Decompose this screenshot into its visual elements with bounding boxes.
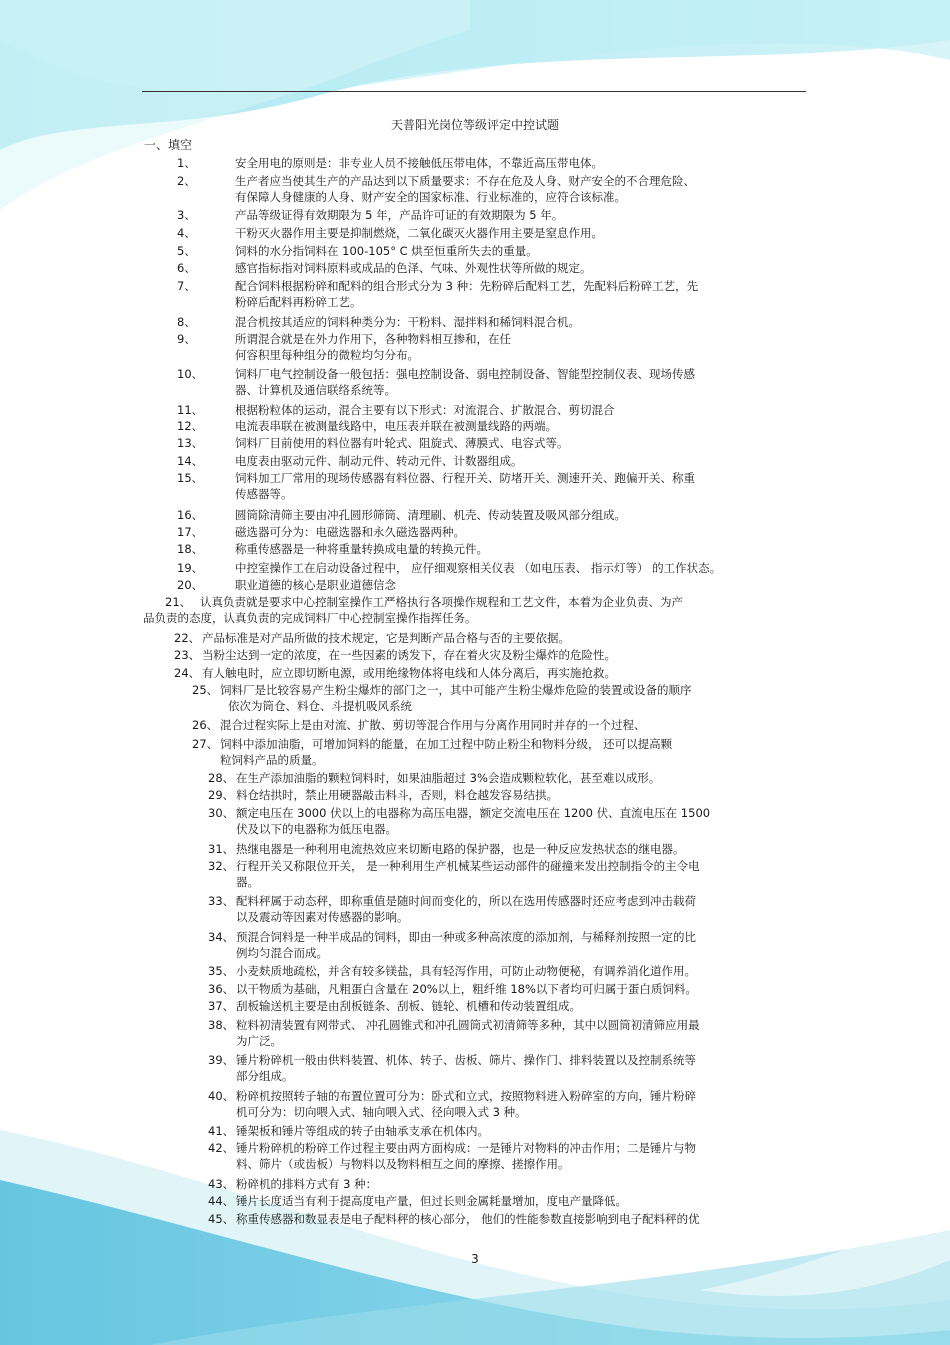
- question-number: 7、: [177, 279, 196, 293]
- question-number: 45、: [208, 1212, 235, 1226]
- question-text: 电流表串联在被测量线路中，电压表并联在被测量线路的两端。: [235, 419, 557, 433]
- question-number: 36、: [208, 982, 235, 996]
- question-text: 产品标准是对产品所做的技术规定，它是判断产品合格与否的主要依据。: [202, 631, 570, 645]
- question-text: 认真负责就是要求中心控制室操作工严格执行各项操作规程和工艺文件，本着为企业负责、为产: [200, 595, 683, 609]
- question-number: 43、: [208, 1177, 235, 1191]
- question-number: 40、: [208, 1089, 235, 1103]
- question-text: 锤片粉碎机的粉碎工作过程主要由两方面构成：一是锤片对物料的冲击作用；二是锤片与物: [236, 1141, 696, 1155]
- question-number: 15、: [177, 471, 204, 485]
- question-number: 22、: [174, 631, 201, 645]
- question-text-continued: 例均匀混合而成。: [236, 946, 328, 960]
- question-number: 4、: [177, 226, 196, 240]
- question-number: 44、: [208, 1194, 235, 1208]
- question-number: 35、: [208, 964, 235, 978]
- question-number: 13、: [177, 436, 204, 450]
- question-text-continued: 粉碎后配料再粉碎工艺。: [235, 295, 362, 309]
- question-text: 饲料厂目前使用的料位器有叶轮式、阻旋式、薄膜式、电容式等。: [235, 436, 569, 450]
- question-text: 在生产添加油脂的颗粒饲料时，如果油脂超过 3%会造成颗粒软化，甚至难以成形。: [236, 771, 661, 785]
- question-text: 职业道德的核心是职业道德信念: [235, 578, 396, 592]
- question-text: 饲料厂是比较容易产生粉尘爆炸的部门之一，其中可能产生粉尘爆炸危险的装置或设备的顺序: [220, 683, 692, 697]
- question-number: 12、: [177, 419, 204, 433]
- question-text: 粉碎机按照转子轴的布置位置可分为：卧式和立式，按照物料进入粉碎室的方向，锤片粉碎: [236, 1089, 696, 1103]
- question-text: 称重传感器是一种将重量转换成电量的转换元件。: [235, 542, 488, 556]
- question-text-continued: 为广泛。: [236, 1034, 282, 1048]
- question-text: 所谓混合就是在外力作用下，各种物料相互掺和，在任: [235, 332, 511, 346]
- question-number: 25、: [192, 683, 219, 697]
- question-text-continued: 品负责的态度，认真负责的完成饲料厂中心控制室操作指挥任务。: [143, 611, 477, 625]
- question-text: 饲料厂电气控制设备一般包括：强电控制设备、弱电控制设备、智能型控制仪表、现场传感: [235, 367, 695, 381]
- question-text: 生产者应当使其生产的产品达到以下质量要求：不存在危及人身、财产安全的不合理危险、: [235, 174, 695, 188]
- question-text-continued: 以及震动等因素对传感器的影响。: [236, 910, 409, 924]
- question-number: 16、: [177, 508, 204, 522]
- question-number: 34、: [208, 930, 235, 944]
- section-heading: 一、填空: [144, 138, 193, 152]
- question-number: 38、: [208, 1018, 235, 1032]
- question-text: 饲料加工厂常用的现场传感器有料位器、行程开关、防堵开关、测速开关、跑偏开关、称重: [235, 471, 695, 485]
- question-text: 中控室操作工在启动设备过程中， 应仔细观察相关仪表 （如电压表、 指示灯等） 的工作状态。: [235, 561, 722, 575]
- question-text: 预混合饲料是一种半成品的饲料，即由一种或多种高浓度的添加剂，与稀释剂按照一定的比: [236, 930, 696, 944]
- question-number: 1、: [177, 156, 196, 170]
- question-text: 锤片粉碎机一般由供料装置、机体、转子、齿板、筛片、操作门、排料装置以及控制系统等: [236, 1053, 696, 1067]
- question-text: 圆筒除清筛主要由冲孔圆形筛筒、清理刷、机壳、传动装置及吸风部分组成。: [235, 508, 626, 522]
- question-text: 锤架板和锤片等组成的转子由轴承支承在机体内。: [236, 1124, 489, 1138]
- question-text: 配料秤属于动态秤，即称重值是随时间而变化的，所以在选用传感器时还应考虑到冲击载荷: [236, 894, 696, 908]
- question-text-continued: 器。: [236, 875, 259, 889]
- question-text-continued: 料、筛片（或齿板）与物料以及物料相互之间的摩擦、搓擦作用。: [236, 1157, 570, 1171]
- question-number: 5、: [177, 244, 196, 258]
- page-number: 3: [471, 1252, 479, 1266]
- question-number: 28、: [208, 771, 235, 785]
- question-text: 称重传感器和数显表是电子配料秤的核心部分， 他们的性能参数直接影响到电子配料秤的优: [236, 1212, 700, 1226]
- question-number: 18、: [177, 542, 204, 556]
- question-number: 3、: [177, 208, 196, 222]
- question-text: 根据粉粒体的运动，混合主要有以下形式：对流混合、扩散混合、剪切混合: [235, 403, 615, 417]
- question-number: 42、: [208, 1141, 235, 1155]
- question-number: 30、: [208, 806, 235, 820]
- question-number: 39、: [208, 1053, 235, 1067]
- question-number: 31、: [208, 842, 235, 856]
- question-text: 当粉尘达到一定的浓度，在一些因素的诱发下，存在着火灾及粉尘爆炸的危险性。: [202, 648, 616, 662]
- question-number: 10、: [177, 367, 204, 381]
- question-text: 有人触电时，应立即切断电源，或用绝缘物体将电线和人体分离后，再实施抢救。: [202, 666, 616, 680]
- question-number: 41、: [208, 1124, 235, 1138]
- question-number: 32、: [208, 859, 235, 873]
- question-text: 感官指标指对饲料原料或成品的色泽、气味、外观性状等所做的规定。: [235, 261, 592, 275]
- question-text: 料仓结拱时，禁止用硬器敲击料斗，否则，料仓越发容易结拱。: [236, 788, 558, 802]
- question-number: 37、: [208, 999, 235, 1013]
- question-number: 6、: [177, 261, 196, 275]
- question-text: 行程开关又称限位开关， 是一种利用生产机械某些运动部件的碰撞来发出控制指令的主令电: [236, 859, 700, 873]
- question-number: 24、: [174, 666, 201, 680]
- question-number: 23、: [174, 648, 201, 662]
- question-text: 刮板输送机主要是由刮板链条、刮板、链轮、机槽和传动装置组成。: [236, 999, 581, 1013]
- question-number: 21、: [165, 595, 192, 609]
- question-text: 锤片长度适当有利于提高度电产量，但过长则金属耗量增加，度电产量降低。: [236, 1194, 627, 1208]
- question-text: 配合饲料根据粉碎和配料的组合形式分为 3 种：先粉碎后配料工艺，先配料后粉碎工艺，先: [235, 279, 699, 293]
- question-text: 电度表由驱动元件、制动元件、转动元件、计数器组成。: [235, 454, 523, 468]
- question-text-continued: 器、计算机及通信联络系统等。: [235, 383, 396, 397]
- question-number: 2、: [177, 174, 196, 188]
- question-number: 27、: [192, 737, 219, 751]
- question-text: 饲料的水分指饲料在 100-105° C 烘至恒重所失去的重量。: [235, 244, 538, 258]
- question-text: 额定电压在 3000 伏以上的电器称为高压电器，额定交流电压在 1200 伏、直流电压在 1500: [236, 806, 711, 820]
- question-text: 小麦麸质地疏松，并含有较多镁盐，具有轻泻作用，可防止动物便秘，有调养消化道作用。: [236, 964, 696, 978]
- header-rule: [142, 91, 806, 92]
- page-title: 天普阳光岗位等级评定中控试题: [390, 118, 559, 132]
- question-number: 14、: [177, 454, 204, 468]
- question-text: 粉碎机的排料方式有 3 种：: [236, 1177, 378, 1191]
- question-text: 热继电器是一种利用电流热效应来切断电路的保护器，也是一种反应发热状态的继电器。: [236, 842, 685, 856]
- question-number: 9、: [177, 332, 196, 346]
- question-text-continued: 粒饲料产品的质量。: [220, 753, 324, 767]
- question-number: 17、: [177, 525, 204, 539]
- question-text: 饲料中添加油脂，可增加饲料的能量，在加工过程中防止粉尘和物料分级， 还可以提高颗: [220, 737, 673, 751]
- question-text: 混合机按其适应的饲料种类分为：干粉料、湿拌料和稀饲料混合机。: [235, 315, 580, 329]
- question-text-continued: 机可分为：切向喂入式、轴向喂入式、径向喂入式 3 种。: [236, 1105, 527, 1119]
- question-text: 安全用电的原则是：非专业人员不接触低压带电体，不靠近高压带电体。: [235, 156, 603, 170]
- question-number: 11、: [177, 403, 204, 417]
- question-text-continued: 有保障人身健康的人身、财产安全的国家标准、行业标准的，应符合该标准。: [235, 190, 626, 204]
- question-number: 20、: [177, 578, 204, 592]
- question-text: 磁选器可分为：电磁选器和永久磁选器两种。: [235, 525, 465, 539]
- question-number: 19、: [177, 561, 204, 575]
- question-number: 29、: [208, 788, 235, 802]
- question-text: 粒料初清装置有网带式、 冲孔圆锥式和冲孔圆筒式初清筛等多种，其中以圆筒初清筛应用最: [236, 1018, 700, 1032]
- question-number: 33、: [208, 894, 235, 908]
- question-text: 干粉灭火器作用主要是抑制燃烧，二氧化碳灭火器作用主要是窒息作用。: [235, 226, 603, 240]
- question-text: 混合过程实际上是由对流、扩散、剪切等混合作用与分离作用同时并存的一个过程、: [220, 718, 646, 732]
- question-number: 26、: [192, 718, 219, 732]
- question-text-continued: 何容积里每种组分的微粒均匀分布。: [235, 348, 419, 362]
- question-text-continued: 依次为筒仓、料仓、斗提机吸风系统: [228, 699, 412, 713]
- question-text: 以干物质为基础，凡粗蛋白含量在 20%以上，粗纤维 18%以下者均可归属于蛋白质饲料。: [236, 982, 697, 996]
- question-text: 产品等级证得有效期限为 5 年，产品许可证的有效期限为 5 年。: [235, 208, 564, 222]
- question-text-continued: 传感器等。: [235, 487, 293, 501]
- question-number: 8、: [177, 315, 196, 329]
- question-text-continued: 伏及以下的电器称为低压电器。: [236, 822, 397, 836]
- question-text-continued: 部分组成。: [236, 1069, 294, 1083]
